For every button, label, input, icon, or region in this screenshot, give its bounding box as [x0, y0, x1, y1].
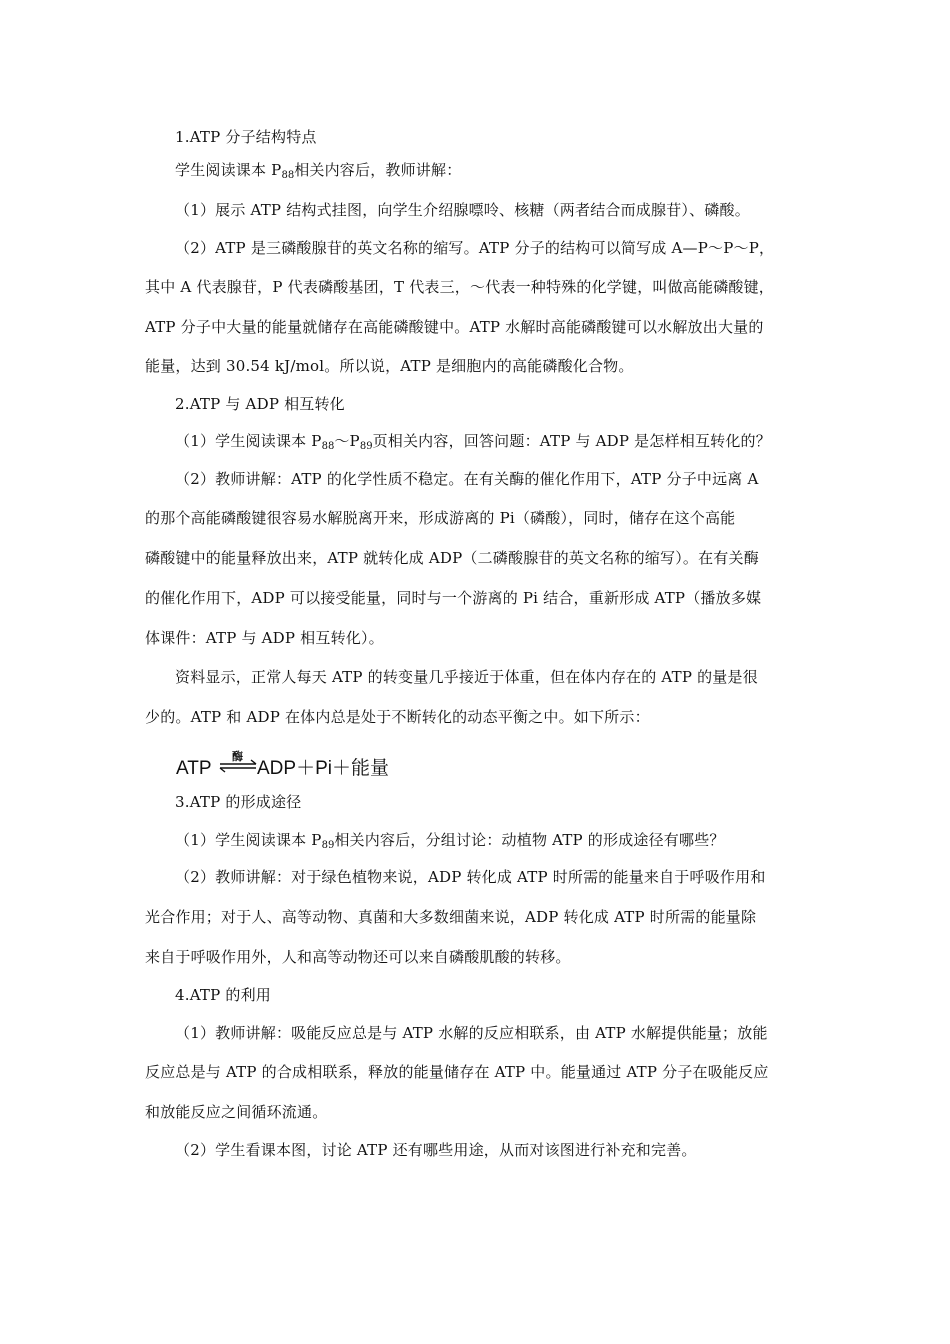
- section-3-paragraph-2-line-1: （2）教师讲解：对于绿色植物来说，ADP 转化成 ATP 时所需的能量来自于呼吸作用和: [175, 868, 766, 886]
- section-4-paragraph-1-line-3: 和放能反应之间循环流通。: [145, 1103, 328, 1121]
- section-2-paragraph-3-line-2: 少的。ATP 和 ADP 在体内总是处于不断转化的动态平衡之中。如下所示：: [145, 708, 650, 726]
- section-3-paragraph-2-line-3: 来自于呼吸作用外，人和高等动物还可以来自磷酸肌酸的转移。: [145, 948, 571, 966]
- section-2-paragraph-2-line-5: 体课件：ATP 与 ADP 相互转化）。: [145, 629, 384, 647]
- section-2-paragraph-2-line-1: （2）教师讲解：ATP 的化学性质不稳定。在有关酶的催化作用下，ATP 分子中远离 A: [175, 470, 759, 488]
- section-2-paragraph-1: （1）学生阅读课本 $P_{88}\sim P_{89}$页相关内容，回答问题：ATP 与 ADP 是怎样相互转化的？: [175, 432, 771, 452]
- section-4-paragraph-1-line-2: 反应总是与 ATP 的合成相联系，释放的能量储存在 ATP 中。能量通过 ATP 分子在吸能反应: [145, 1063, 769, 1081]
- formula-atp: ATP: [176, 758, 212, 779]
- section-3-heading: 3.ATP 的形成途径: [175, 793, 302, 811]
- section-4-paragraph-2: （2）学生看课本图，讨论 ATP 还有哪些用途，从而对该图进行补充和完善。: [175, 1141, 697, 1159]
- section-3-paragraph-1: （1）学生阅读课本 $P_{89}$相关内容后，分组讨论：动植物 ATP 的形成途径有哪些？: [175, 831, 725, 851]
- section-1-paragraph-2-line-3: ATP 分子中大量的能量就储存在高能磷酸键中。ATP 水解时高能磷酸键可以水解放出大量的: [145, 318, 764, 336]
- formula-enzyme-label: 酶: [232, 750, 243, 763]
- section-1-paragraph-2-line-1: （2）ATP 是三磷酸腺苷的英文名称的缩写。ATP 分子的结构可以简写成 A—P～P～P，: [175, 239, 775, 257]
- section-2-heading: 2.ATP 与 ADP 相互转化: [175, 395, 345, 413]
- formula-products: ADP＋Pi＋能量: [257, 758, 389, 779]
- section-1-paragraph-2-line-2: 其中 A 代表腺苷，P 代表磷酸基团，T 代表三，～代表一种特殊的化学键，叫做高能磷酸键，: [145, 278, 775, 296]
- section-2-paragraph-2-line-2: 的那个高能磷酸键很容易水解脱离开来，形成游离的 Pi（磷酸），同时，储存在这个高能: [145, 509, 736, 527]
- section-2-paragraph-3-line-1: 资料显示，正常人每天 ATP 的转变量几乎接近于体重，但在体内存在的 ATP 的量是很: [175, 668, 758, 686]
- atp-adp-reaction-formula: [176, 748, 416, 780]
- section-4-paragraph-1-line-1: （1）教师讲解：吸能反应总是与 ATP 水解的反应相联系，由 ATP 水解提供能量；放能: [175, 1024, 768, 1042]
- section-1-paragraph-2-line-4: 能量，达到 30.54 kJ/mol。所以说，ATP 是细胞内的高能磷酸化合物。: [145, 357, 634, 375]
- section-1-paragraph-1: （1）展示 ATP 结构式挂图，向学生介绍腺嘌呤、核糖（两者结合而成腺苷）、磷酸。: [175, 201, 750, 219]
- section-2-paragraph-2-line-3: 磷酸键中的能量释放出来，ATP 就转化成 ADP（二磷酸腺苷的英文名称的缩写）。在有关酶: [145, 549, 759, 567]
- section-1-heading: 1.ATP 分子结构特点: [175, 128, 317, 146]
- section-2-paragraph-2-line-4: 的催化作用下，ADP 可以接受能量，同时与一个游离的 Pi 结合，重新形成 ATP（播放多媒: [145, 589, 762, 607]
- section-4-heading: 4.ATP 的利用: [175, 986, 271, 1004]
- section-3-paragraph-2-line-2: 光合作用；对于人、高等动物、真菌和大多数细菌来说，ADP 转化成 ATP 时所需的能量除: [145, 908, 757, 926]
- section-1-intro: 学生阅读课本 $P_{88}$相关内容后，教师讲解：: [175, 161, 462, 181]
